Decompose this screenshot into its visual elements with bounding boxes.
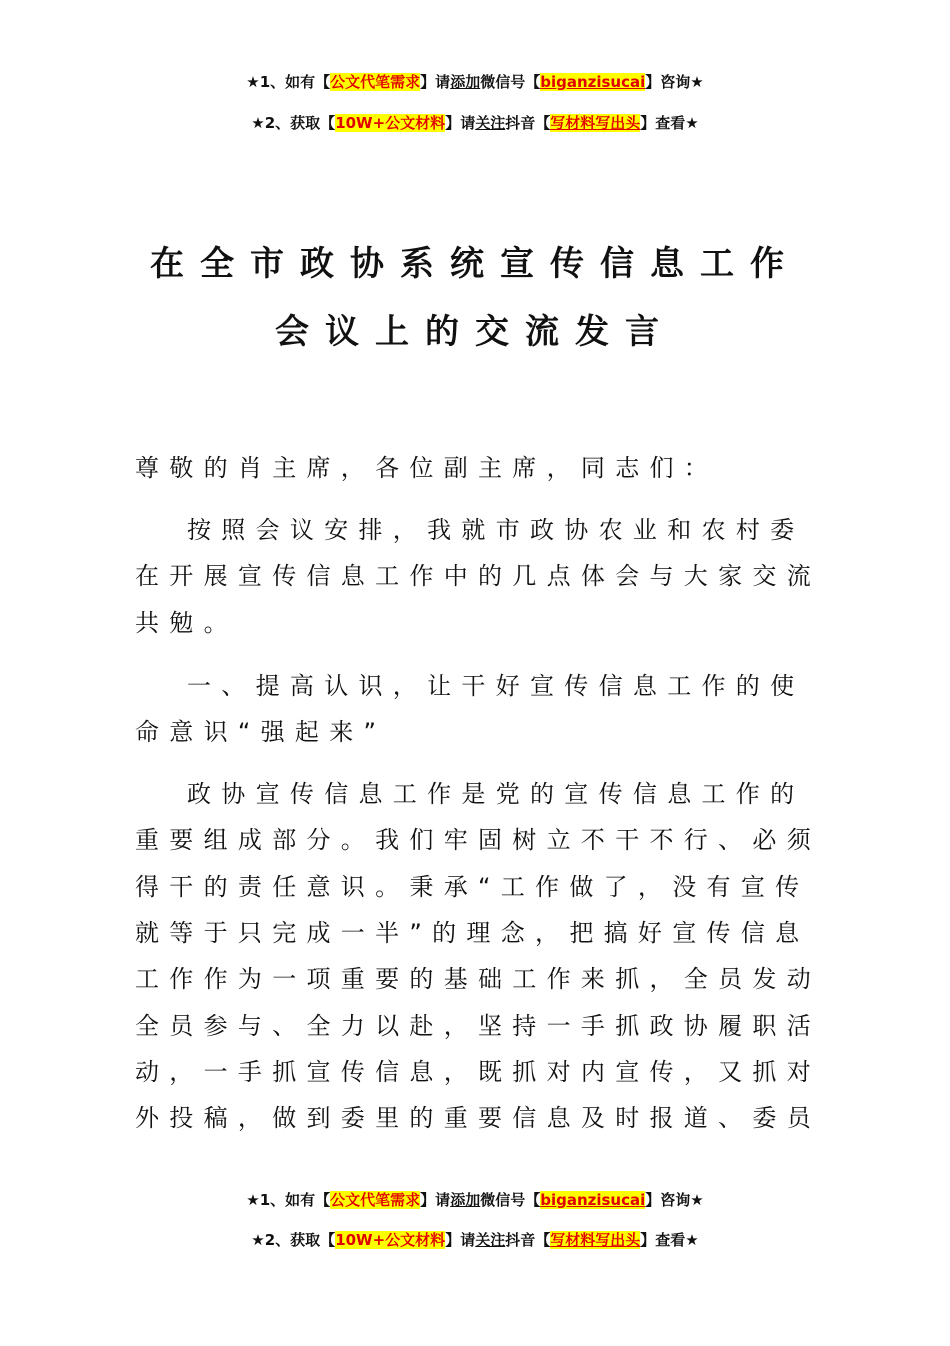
body-line: 动，一手抓宣传信息，既抓对内宣传，又抓对 (135, 1058, 821, 1086)
promo-line-2: ★2、获取【10W+公文材料】请关注抖音【写材料写出头】查看★ (251, 114, 699, 132)
doc-title-line-2: 会议上的交流发言 (275, 312, 675, 352)
body-line: 重要组成部分。我们牢固树立不干不行、必须 (135, 826, 821, 854)
promo-footer-line-1: ★1、如有【公文代笔需求】请添加微信号【biganzisucai】咨询★ (246, 1191, 704, 1209)
body-line: 按照会议安排，我就市政协农业和农村委 (187, 516, 805, 544)
body-line: 得干的责任意识。秉承“工作做了，没有宣传 (135, 873, 810, 901)
doc-title-line-1: 在全市政协系统宣传信息工作 (150, 244, 800, 284)
body-line: 工作作为一项重要的基础工作来抓，全员发动 (135, 965, 821, 993)
body-line: 政协宣传信息工作是党的宣传信息工作的 (187, 780, 805, 808)
body-line: 外投稿，做到委里的重要信息及时报道、委员 (135, 1104, 821, 1132)
promo-line-1: ★1、如有【公文代笔需求】请添加微信号【biganzisucai】咨询★ (246, 73, 704, 91)
body-line: 就等于只完成一半”的理念，把搞好宣传信息 (135, 919, 810, 947)
section-heading: 命意识“强起来” (135, 718, 387, 746)
body-line: 在开展宣传信息工作中的几点体会与大家交流 (135, 562, 821, 590)
promo-footer-line-2: ★2、获取【10W+公文材料】请关注抖音【写材料写出头】查看★ (251, 1231, 699, 1249)
body-line: 共勉。 (135, 609, 238, 637)
salutation: 尊敬的肖主席，各位副主席，同志们： (135, 454, 719, 482)
body-line: 全员参与、全力以赴，坚持一手抓政协履职活 (135, 1012, 821, 1040)
section-heading: 一、提高认识，让干好宣传信息工作的使 (187, 672, 805, 700)
